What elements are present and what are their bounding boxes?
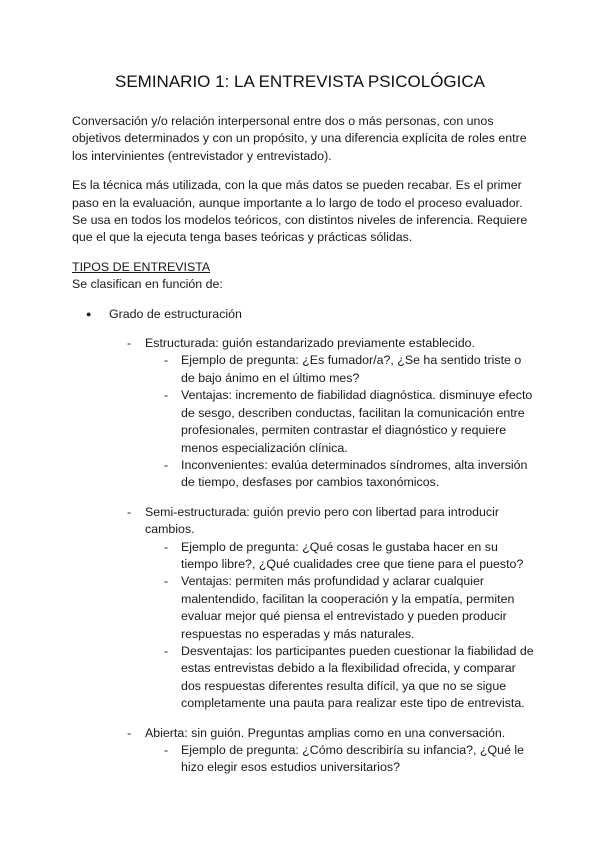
text-line: malentendido, facilitan la cooperación y la empatía, permiten [181, 591, 515, 606]
dash-icon: - [127, 725, 132, 740]
text-line: Abierta: sin guión. Preguntas amplias como en una conversación. [145, 725, 506, 740]
list-item [72, 725, 542, 742]
document-body [72, 113, 542, 789]
text-line: Inconvenientes: evalúa determinados síndromes, alta inversión [181, 457, 528, 472]
technique-paragraph [72, 177, 542, 247]
text-line: estas entrevistas debido a la flexibilidad ofrecida, y comparar [181, 661, 516, 676]
text-line: de tiempo, desfases por cambios taxonómicos. [181, 475, 440, 490]
text-line: dos respuestas diferentes resulta difícil, ya que no se sigue [181, 678, 507, 693]
document-title: SEMINARIO 1: LA ENTREVISTA PSICOLÓGICA [114, 72, 485, 91]
text-line: respuestas no esperadas y más naturales. [181, 626, 415, 641]
interview-type-1 [72, 504, 542, 713]
text-line: Ejemplo de pregunta: ¿Es fumador/a?, ¿Se ha sentido triste o [181, 353, 522, 368]
text-line: Ventajas: permiten más profundidad y aclarar cualquier [181, 574, 485, 589]
sub-list-item [72, 742, 542, 777]
bullet-text: Grado de estructuración [109, 306, 242, 321]
text-line: Estructurada: guión estandarizado previamente establecido. [145, 336, 475, 351]
text-line: de bajo ánimo en el último mes? [181, 370, 360, 385]
section-heading: TIPOS DE ENTREVISTA [72, 259, 211, 274]
text-line: Se usa en todos los modelos teóricos, con distintos niveles de inferencia. Requiere [72, 213, 528, 228]
text-line: los intervinientes (entrevistador y entrevistado). [72, 148, 332, 163]
dash-icon: - [164, 388, 169, 403]
text-line: profesionales, permiten contrastar el diagnóstico y requiere [181, 423, 507, 438]
text-line: hizo elegir esos estudios universitarios? [181, 760, 401, 775]
dash-icon: - [164, 574, 169, 589]
bullet-icon: ● [86, 308, 92, 319]
text-line: que el que la ejecuta tenga bases teóricas y prácticas sólidas. [72, 230, 413, 245]
dash-icon: - [164, 743, 169, 757]
text-line: paso en la evaluación, aunque importante a lo largo de todo el proceso evaluador. [72, 195, 523, 210]
sub-list-item [72, 457, 542, 492]
sub-list-item [72, 539, 542, 574]
text-line: Semi-estructurada: guión previo pero con libertad para introducir [145, 504, 500, 519]
text-line: tiempo libre?, ¿Qué cualidades cree que tiene para el puesto? [181, 556, 524, 571]
interview-type-0 [72, 335, 542, 492]
interview-type-2 [72, 725, 542, 777]
sub-list-item [72, 643, 542, 713]
section-types [72, 259, 542, 294]
bullet-item [72, 306, 542, 323]
text-line: de sesgo, describen conductas, facilitan la comunicación entre [181, 405, 525, 420]
text-line: completamente una pauta para realizar este tipo de entrevista. [181, 696, 525, 711]
text-line: Ventajas: incremento de fiabilidad diagnóstica. disminuye efecto [181, 388, 533, 403]
sub-list-item [72, 352, 542, 387]
text-line: Conversación y/o relación interpersonal entre dos o más personas, con unos [72, 114, 494, 128]
text-line: Desventajas: los participantes pueden cuestionar la fiabilidad de [181, 643, 534, 658]
text-line: objetivos determinados y con un propósito, y una diferencia explícita de roles entre [72, 131, 527, 146]
text-line: evaluar mejor qué piensa el entrevistado y pueden producir [181, 609, 507, 624]
list-item [72, 504, 542, 539]
sub-list-item [72, 573, 542, 643]
text-line: Ejemplo de pregunta: ¿Qué cosas le gustaba hacer en su [181, 539, 498, 554]
dash-icon: - [164, 643, 169, 658]
text-line: Es la técnica más utilizada, con la que más datos se pueden recabar. Es el primer [72, 178, 522, 193]
dash-icon: - [127, 336, 132, 351]
text-line: menos especialización clínica. [181, 440, 348, 455]
text-line: Ejemplo de pregunta: ¿Cómo describiría su infancia?, ¿Qué le [181, 743, 524, 757]
dash-icon: - [164, 539, 169, 554]
list-item [72, 335, 542, 352]
dash-icon: - [164, 457, 169, 472]
dash-icon: - [127, 504, 132, 519]
intro-paragraph [72, 113, 542, 165]
section-intro: Se clasifican en función de: [72, 277, 223, 292]
dash-icon: - [164, 353, 169, 368]
text-line: cambios. [145, 522, 195, 537]
sub-list-item [72, 387, 542, 457]
